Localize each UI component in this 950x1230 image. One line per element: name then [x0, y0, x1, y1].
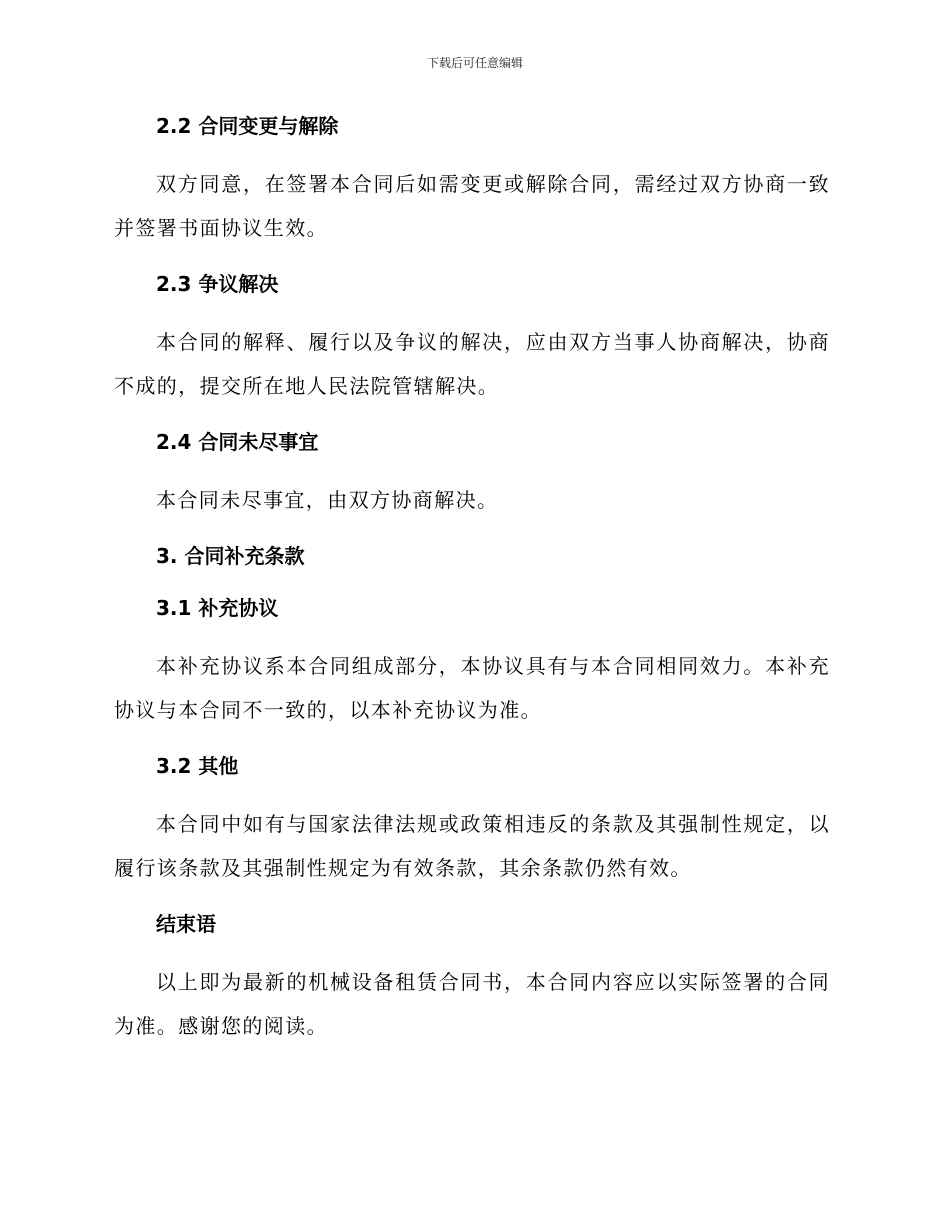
- page-header-note: 下载后可任意编辑: [426, 56, 523, 70]
- heading-2-4: 2.4 合同未尽事宜: [156, 430, 319, 454]
- paragraph-unsettled-matters: 本合同未尽事宜，由双方协商解决。: [156, 488, 499, 512]
- paragraph-conclusion: 以上即为最新的机械设备租赁合同书，本合同内容应以实际签署的合同为准。感谢您的阅读。: [114, 970, 830, 1038]
- heading-3: 3. 合同补充条款: [156, 544, 305, 568]
- heading-2-2: 2.2 合同变更与解除: [156, 114, 339, 138]
- heading-3-2: 3.2 其他: [156, 754, 239, 778]
- heading-2-3: 2.3 争议解决: [156, 272, 279, 296]
- heading-3-1: 3.1 补充协议: [156, 596, 279, 620]
- paragraph-dispute-resolution: 本合同的解释、履行以及争议的解决，应由双方当事人协商解决，协商不成的，提交所在地人民法院管辖解决。: [114, 330, 830, 398]
- document-body: [114, 110, 830, 1066]
- paragraph-other: 本合同中如有与国家法律法规或政策相违反的条款及其强制性规定，以履行该条款及其强制性规定为有效条款，其余条款仍然有效。: [114, 812, 830, 880]
- paragraph-supplementary-agreement: 本补充协议系本合同组成部分，本协议具有与本合同相同效力。本补充协议与本合同不一致的，以本补充协议为准。: [114, 654, 830, 722]
- heading-conclusion: 结束语: [156, 912, 216, 936]
- paragraph-contract-change: 双方同意，在签署本合同后如需变更或解除合同，需经过双方协商一致并签署书面协议生效。: [114, 172, 830, 240]
